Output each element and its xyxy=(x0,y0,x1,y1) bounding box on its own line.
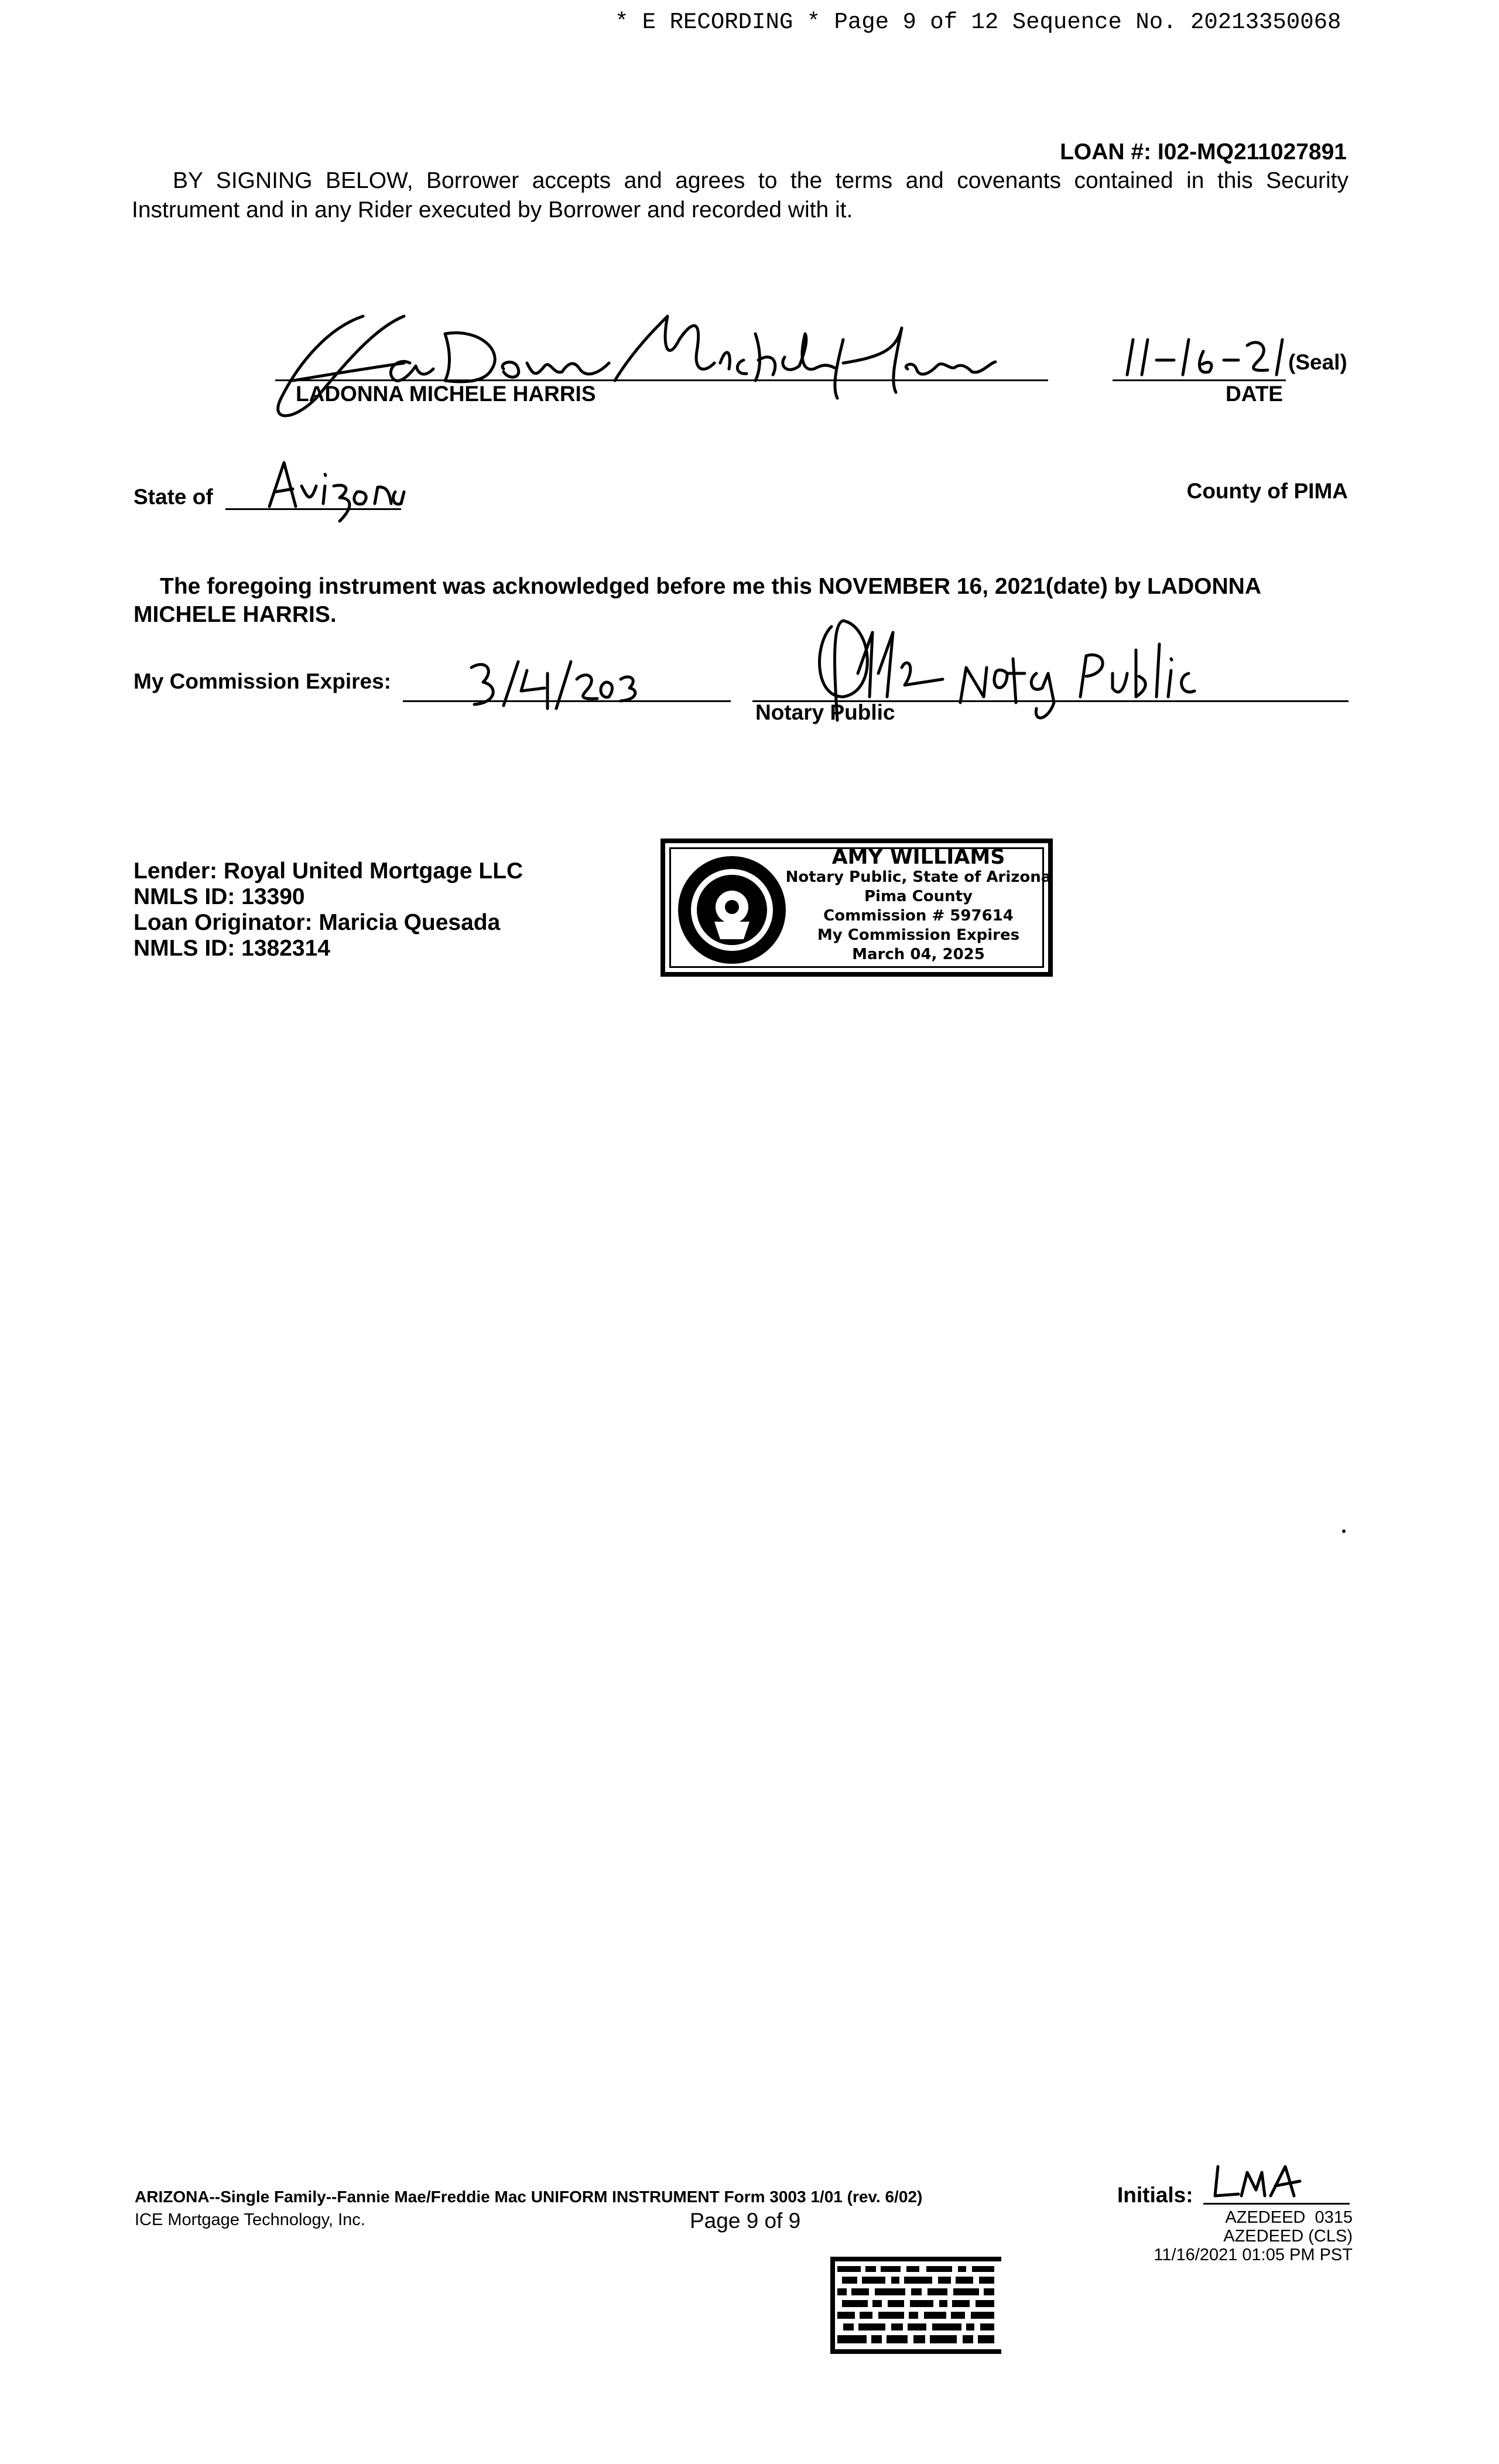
stamp-title: Notary Public, State of Arizona xyxy=(785,868,1052,886)
notary-public-label: Notary Public xyxy=(755,700,895,724)
initials-handwritten-image xyxy=(1206,2158,1323,2208)
barcode-icon xyxy=(830,2257,1001,2354)
margin-dot xyxy=(1342,1529,1346,1533)
stamp-expires-label: My Commission Expires xyxy=(817,926,1020,944)
form-title: ARIZONA--Single Family--Fannie Mae/Freddie Mac UNIFORM INSTRUMENT Form 3003 1/01 (rev. 6/02) xyxy=(135,2188,923,2206)
stamp-county: Pima County xyxy=(864,888,973,905)
company-name: ICE Mortgage Technology, Inc. xyxy=(135,2210,365,2229)
stamp-expires-date: March 04, 2025 xyxy=(852,946,985,963)
recording-banner: * E RECORDING * Page 9 of 12 Sequence No. 20213350068 xyxy=(615,9,1341,35)
lender-info-block xyxy=(134,858,523,961)
acknowledgment-text: The foregoing instrument was acknowledged before me this NOVEMBER 16, 2021(date) by LADONNA MICHELE HARRIS. xyxy=(134,574,1261,627)
loan-originator: Loan Originator: Maricia Quesada xyxy=(134,910,501,935)
commission-label: My Commission Expires: xyxy=(134,669,392,693)
doc-code: AZEDEED 0315 xyxy=(1225,2208,1353,2227)
initials-label: Initials: xyxy=(1117,2183,1193,2207)
date-line xyxy=(1113,379,1286,381)
doc-code-cls: AZEDEED (CLS) xyxy=(1223,2227,1353,2246)
state-label: State of xyxy=(134,485,213,509)
loan-number: LOAN #: I02-MQ211027891 xyxy=(1060,139,1347,165)
stamp-name: AMY WILLIAMS xyxy=(831,846,1005,869)
arizona-seal-icon xyxy=(673,851,790,969)
page-number: Page 9 of 9 xyxy=(690,2209,801,2233)
commission-handwritten-image xyxy=(463,653,650,717)
date-label: DATE xyxy=(1226,382,1283,406)
borrower-signature-image xyxy=(258,293,1019,427)
timestamp: 11/16/2021 01:05 PM PST xyxy=(1154,2246,1353,2264)
stamp-commission-number: Commission # 597614 xyxy=(823,907,1014,925)
intro-paragraph: BY SIGNING BELOW, Borrower accepts and agrees to the terms and covenants contained in this Security Instrument and in any Rider executed by Borrower and recorded with it. xyxy=(132,168,1349,223)
document-barcode xyxy=(830,2257,1001,2354)
lender-name: Lender: Royal United Mortgage LLC xyxy=(134,858,523,884)
lender-nmls: NMLS ID: 13390 xyxy=(134,884,305,909)
county-label: County of PIMA xyxy=(1186,479,1348,503)
seal-label: (Seal) xyxy=(1288,350,1347,374)
borrower-name: LADONNA MICHELE HARRIS xyxy=(296,382,596,406)
doc-code-block xyxy=(1118,2208,1353,2264)
originator-nmls: NMLS ID: 1382314 xyxy=(134,936,330,961)
state-handwritten-image xyxy=(258,451,410,527)
borrower-signature-line xyxy=(275,379,1048,381)
notary-stamp xyxy=(660,839,1053,977)
